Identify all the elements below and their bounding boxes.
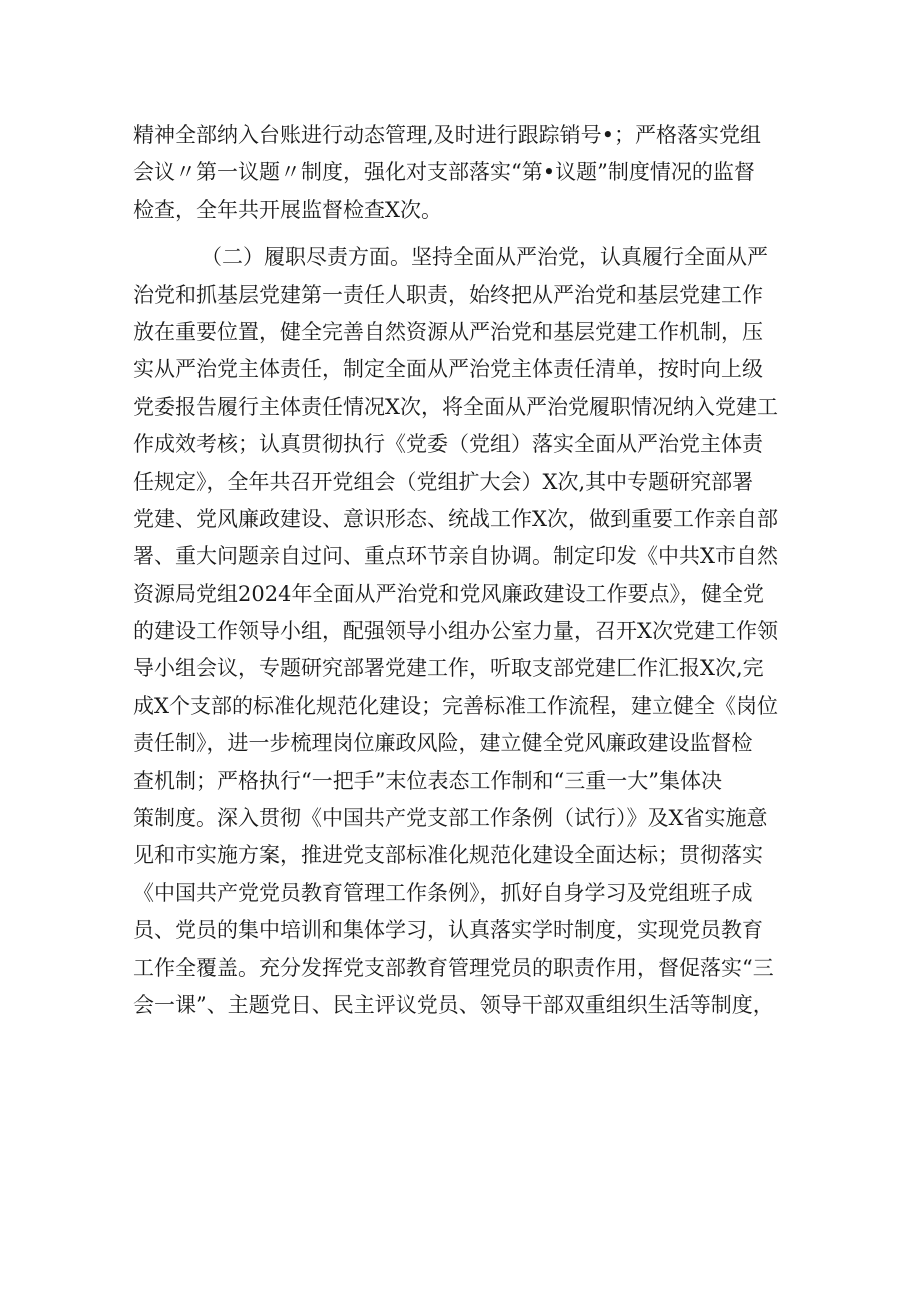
text-line: 成X个支部的标准化规范化建设；完善标准工作流程，建立健全《岗位 xyxy=(133,693,778,718)
text-line: 查机制；严格执行“一把手”末位表态工作制和“三重一大”集体决 xyxy=(133,768,722,793)
text-line: 策制度。深入贯彻《中国共产党支部工作条例（试行）》及X省实施意 xyxy=(133,806,768,831)
text-line: 的建设工作领导小组，配强领导小组办公室力量，召开X次党建工作领 xyxy=(133,619,778,644)
text-line: 资源局党组2024年全面从严治党和党风廉政建设工作要点》，健全党 xyxy=(133,581,764,606)
text-line: 治党和抓基层党建第一责任人职责，始终把从严治党和基层党建工作 xyxy=(133,282,763,307)
text-line: 放在重要位置，健全完善自然资源从严治党和基层党建工作机制，压 xyxy=(133,319,763,344)
text-line: 检查，全年共开展监督检查X次。 xyxy=(133,197,442,222)
text-line: 员、党员的集中培训和集体学习，认真落实学时制度，实现党员教育 xyxy=(133,918,763,943)
text-line: 《中国共产党党员教育管理工作条例》，抓好自身学习及党组班子成 xyxy=(133,880,753,905)
section-heading-line: （二）履职尽责方面。坚持全面从严治党，认真履行全面从严 xyxy=(201,245,768,270)
text-line: 任规定》，全年共召开党组会（党组扩大会）X次,其中专题研究部署 xyxy=(133,469,754,494)
text-line: 党建、党风廉政建设、意识形态、统战工作X次，做到重要工作亲自部 xyxy=(133,506,778,531)
text-line: 责任制》，进一步梳理岗位廉政风险，建立健全党风廉政建设监督检 xyxy=(133,731,753,756)
text-line: 党委报告履行主体责任情况X次，将全面从严治党履职情况纳入党建工 xyxy=(133,394,778,419)
text-line: 署、重大问题亲自过问、重点环节亲自协调。制定印发《中共X市自然 xyxy=(133,544,778,569)
text-line: 导小组会议，专题研究部署党建工作，听取支部党建匚作汇报X次,完 xyxy=(133,656,764,681)
text-line: 见和市实施方案，推进党支部标准化规范化建设全面达标；贯彻落实 xyxy=(133,843,763,868)
text-line: 会一课”、主题党日、民主评议党员、领导干部双重组织生活等制度， xyxy=(133,992,774,1017)
text-line: 工作全覆盖。充分发挥党支部教育管理党员的职责作用，督促落实“三 xyxy=(133,955,774,980)
text-line: 精神全部纳入台账进行动态管理,及时进行跟踪销号•；严格落实党组 xyxy=(133,123,762,147)
text-line: 实从严治党主体责任，制定全面从严治党主体责任清单，按时向上级 xyxy=(133,357,763,382)
document-body xyxy=(133,117,793,1024)
text-line: 作成效考核；认真贯彻执行《党委（党组）落实全面从严治党主体责 xyxy=(133,432,763,457)
text-line: 会议〃第一议题〃制度，强化对支部落实“第•议题”制度情况的监督 xyxy=(133,160,755,185)
